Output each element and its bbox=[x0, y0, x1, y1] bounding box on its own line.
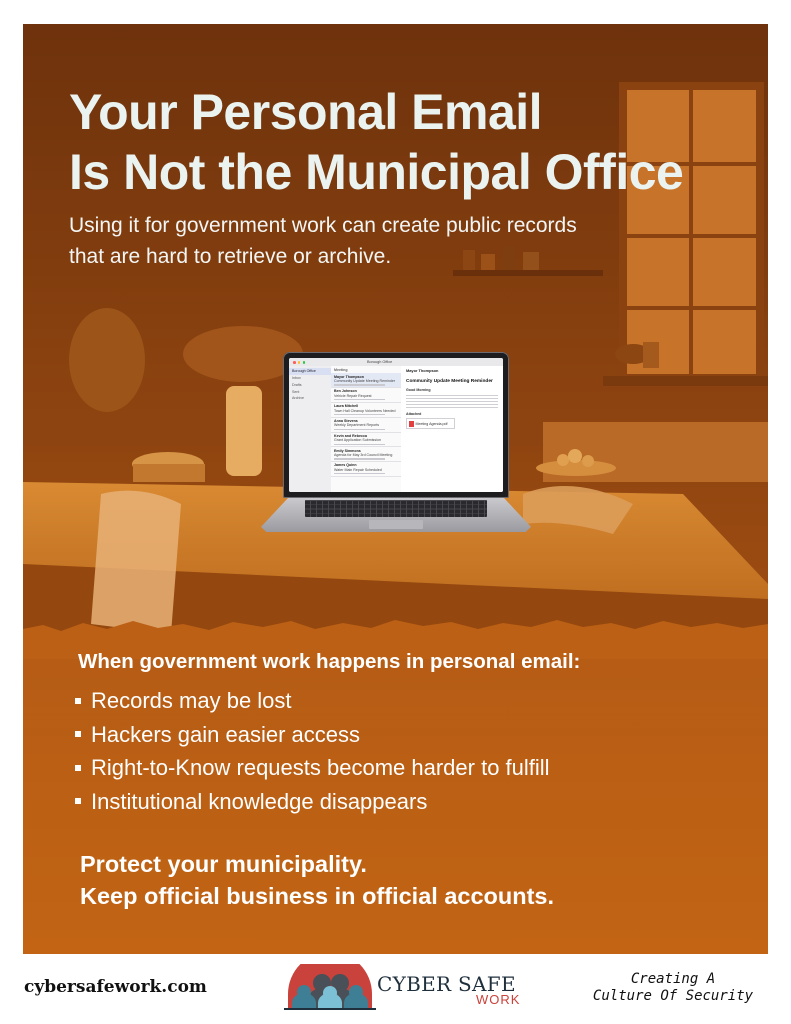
message-row bbox=[331, 462, 401, 477]
message-sender: Mayor Thompson bbox=[334, 374, 364, 379]
subheadline-line-2: that are hard to retrieve or archive. bbox=[69, 245, 392, 268]
poster bbox=[23, 24, 768, 954]
email-folder-sidebar bbox=[289, 366, 332, 492]
message-subject: Agenda for May 3rd Council Meeting bbox=[334, 452, 393, 457]
folder-item: Sent bbox=[292, 389, 300, 394]
brand-name: CYBER SAFE bbox=[377, 972, 516, 996]
reader-greeting: Good Morning bbox=[406, 388, 431, 393]
list-item-text: Records may be lost bbox=[91, 688, 292, 713]
message-preview-line bbox=[334, 399, 385, 400]
window-controls bbox=[293, 361, 306, 365]
close-dot-icon bbox=[293, 361, 296, 364]
message-preview-line bbox=[334, 384, 385, 385]
list-item bbox=[75, 785, 550, 819]
maximize-dot-icon bbox=[303, 361, 306, 364]
tagline bbox=[576, 971, 770, 1005]
pdf-file-icon bbox=[409, 421, 414, 427]
reader-body-lines bbox=[406, 395, 498, 408]
message-row bbox=[331, 433, 401, 448]
folder-item: Archive bbox=[292, 396, 304, 401]
list-item bbox=[75, 684, 550, 718]
email-reading-pane bbox=[401, 366, 503, 492]
email-message-list bbox=[331, 366, 402, 492]
message-preview-line bbox=[334, 444, 385, 445]
reader-attachment bbox=[406, 418, 455, 429]
message-preview-line bbox=[334, 473, 385, 474]
email-app-title: Borough Office bbox=[367, 360, 393, 364]
subheadline bbox=[69, 210, 577, 272]
message-subject: Grant Application Submission bbox=[334, 438, 381, 443]
brand-logo bbox=[284, 964, 524, 1014]
tagline-line-1: Creating A bbox=[630, 971, 716, 987]
laptop bbox=[261, 352, 531, 537]
list-item bbox=[75, 718, 550, 752]
tagline-line-2: Culture Of Security bbox=[592, 988, 754, 1004]
brand-subtitle: WORK bbox=[476, 992, 521, 1007]
reader-sender: Mayor Thompson bbox=[406, 368, 439, 373]
message-row bbox=[331, 403, 401, 418]
message-sender: Anna Stevens bbox=[334, 418, 358, 423]
attachment-filename: Meeting Agenda.pdf bbox=[415, 421, 448, 426]
message-row bbox=[331, 388, 401, 403]
list-item-text: Right-to-Know requests become harder to fulfill bbox=[91, 755, 550, 780]
cta-line-1: Protect your municipality. bbox=[80, 851, 367, 877]
minimize-dot-icon bbox=[298, 361, 301, 364]
subheadline-line-1: Using it for government work can create public records bbox=[69, 214, 577, 237]
laptop-keyboard bbox=[305, 500, 487, 517]
list-item-text: Hackers gain easier access bbox=[91, 721, 361, 747]
cta-line-2: Keep official business in official accounts. bbox=[80, 883, 555, 909]
message-list-heading: Meeting bbox=[334, 367, 348, 372]
message-sender: Laura Mitchell bbox=[334, 404, 359, 409]
message-preview-line bbox=[334, 458, 385, 459]
message-subject: Town Hall Cleanup Volunteers Needed bbox=[334, 408, 396, 413]
bullet-square-icon bbox=[75, 698, 81, 704]
headline-line-2: Is Not the Municipal Office bbox=[69, 144, 684, 200]
message-row bbox=[331, 447, 401, 462]
message-row bbox=[331, 373, 401, 388]
laptop-screen bbox=[289, 358, 503, 492]
list-item bbox=[75, 751, 550, 785]
laptop-lid bbox=[283, 352, 509, 498]
website-url: cybersafework.com bbox=[24, 977, 207, 997]
message-preview-line bbox=[334, 429, 385, 430]
consequences-heading: When government work happens in personal email: bbox=[78, 650, 581, 673]
bullet-square-icon bbox=[75, 731, 81, 737]
headline-line-1: Your Personal Email bbox=[69, 84, 543, 140]
message-sender: James Quinn bbox=[334, 463, 357, 468]
message-subject: Water Main Repair Scheduled bbox=[334, 467, 382, 472]
reader-attached-label: Attached bbox=[406, 411, 422, 416]
reader-subject: Community Update Meeting Reminder bbox=[406, 379, 493, 385]
laptop-touchpad bbox=[369, 520, 423, 529]
people-group-logo-icon bbox=[284, 964, 376, 1010]
message-preview-line bbox=[334, 414, 385, 415]
folder-item: Drafts bbox=[292, 382, 302, 387]
consequences-list bbox=[75, 684, 550, 818]
message-subject: Weekly Department Reports bbox=[334, 423, 380, 428]
message-subject: Community Update Meeting Reminder bbox=[334, 379, 396, 383]
message-subject: Vehicle Repair Request bbox=[334, 393, 372, 398]
folder-item: Borough Office bbox=[289, 368, 331, 375]
message-sender: Ben Johnson bbox=[334, 389, 357, 394]
message-sender: Kevin and Rebecca bbox=[334, 433, 367, 438]
bullet-square-icon bbox=[75, 765, 81, 771]
folder-item: Inbox bbox=[292, 375, 301, 380]
headline bbox=[69, 82, 683, 202]
message-row bbox=[331, 418, 401, 433]
bullet-square-icon bbox=[75, 798, 81, 804]
call-to-action bbox=[80, 848, 554, 912]
message-sender: Emily Simmons bbox=[334, 448, 361, 453]
list-item-text: Institutional knowledge disappears bbox=[91, 788, 428, 814]
